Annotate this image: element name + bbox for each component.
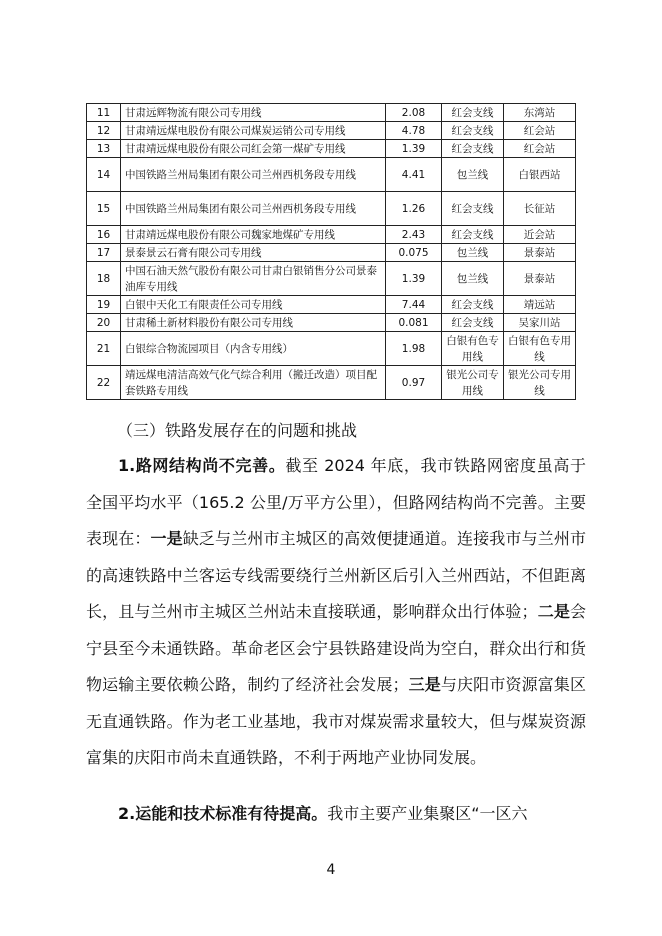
table-row xyxy=(87,296,576,314)
paragraph-text: 缺乏与兰州市主城区的高效便捷通道。连接我市与兰州市的高速铁路中兰客运专线需要绕行兰州新区后引入兰州西站，不但距离长，且与兰州市主城区兰州站未直接联通，影响群众出行体验； xyxy=(86,529,586,621)
paragraph-text: 会宁县至今未通铁路。革命老区会宁县铁路建设尚为空白，群众出行和货物运输主要依赖公路，制约了经济社会发展； xyxy=(86,602,586,694)
table-row xyxy=(87,244,576,262)
row-line: 包兰线 xyxy=(442,262,504,296)
row-station: 长征站 xyxy=(504,192,576,226)
row-number: 22 xyxy=(87,366,121,400)
row-number: 12 xyxy=(87,122,121,140)
table-row xyxy=(87,262,576,296)
railway-spur-table xyxy=(86,103,576,400)
row-line: 包兰线 xyxy=(442,158,504,192)
row-number: 18 xyxy=(87,262,121,296)
row-length: 2.43 xyxy=(386,226,442,244)
table-row xyxy=(87,314,576,332)
row-length: 7.44 xyxy=(386,296,442,314)
row-name: 景泰景云石膏有限公司专用线 xyxy=(121,244,386,262)
row-station: 靖远站 xyxy=(504,296,576,314)
row-length: 4.41 xyxy=(386,158,442,192)
row-name: 甘肃稀土新材料股份有限公司专用线 xyxy=(121,314,386,332)
row-length: 1.26 xyxy=(386,192,442,226)
row-number: 13 xyxy=(87,140,121,158)
row-line: 红会支线 xyxy=(442,296,504,314)
row-number: 17 xyxy=(87,244,121,262)
row-station: 景泰站 xyxy=(504,262,576,296)
row-station: 近会站 xyxy=(504,226,576,244)
row-length: 0.97 xyxy=(386,366,442,400)
row-number: 15 xyxy=(87,192,121,226)
row-station: 吴家川站 xyxy=(504,314,576,332)
row-name: 甘肃靖远煤电股份有限公司魏家地煤矿专用线 xyxy=(121,226,386,244)
paragraph-heading: 1.路网结构尚不完善。 xyxy=(118,456,286,475)
row-number: 11 xyxy=(87,104,121,122)
row-number: 21 xyxy=(87,332,121,366)
table-row xyxy=(87,192,576,226)
row-line: 红会支线 xyxy=(442,140,504,158)
row-name: 靖远煤电清洁高效气化气综合利用（搬迁改造）项目配套铁路专用线 xyxy=(121,366,386,400)
row-length: 0.081 xyxy=(386,314,442,332)
paragraph-capacity xyxy=(86,796,586,833)
row-name: 中国铁路兰州局集团有限公司兰州西机务段专用线 xyxy=(121,192,386,226)
row-line: 红会支线 xyxy=(442,122,504,140)
table-row xyxy=(87,104,576,122)
row-length: 4.78 xyxy=(386,122,442,140)
row-number: 16 xyxy=(87,226,121,244)
row-length: 0.075 xyxy=(386,244,442,262)
row-line: 红会支线 xyxy=(442,314,504,332)
row-line: 红会支线 xyxy=(442,104,504,122)
paragraph-text: 与庆阳市资源富集区无直通铁路。作为老工业基地，我市对煤炭需求量较大，但与煤炭资源富集的庆阳市尚未直通铁路，不利于两地产业协同发展。 xyxy=(86,675,586,767)
row-name: 白银综合物流园项目（内含专用线） xyxy=(121,332,386,366)
table-row xyxy=(87,332,576,366)
row-length: 1.98 xyxy=(386,332,442,366)
table-row xyxy=(87,366,576,400)
table-row xyxy=(87,226,576,244)
row-station: 银光公司专用线 xyxy=(504,366,576,400)
row-number: 20 xyxy=(87,314,121,332)
row-station: 红会站 xyxy=(504,140,576,158)
row-number: 19 xyxy=(87,296,121,314)
emphasis-one: 一是 xyxy=(150,529,183,548)
row-line: 红会支线 xyxy=(442,192,504,226)
paragraph-text: 我市主要产业集聚区“一区六 xyxy=(327,804,528,823)
emphasis-two: 二是 xyxy=(537,602,570,621)
row-line: 红会支线 xyxy=(442,226,504,244)
row-line: 包兰线 xyxy=(442,244,504,262)
row-length: 2.08 xyxy=(386,104,442,122)
row-number: 14 xyxy=(87,158,121,192)
row-name: 甘肃靖远煤电股份有限公司红会第一煤矿专用线 xyxy=(121,140,386,158)
row-station: 白银西站 xyxy=(504,158,576,192)
row-station: 东湾站 xyxy=(504,104,576,122)
row-name: 中国铁路兰州局集团有限公司兰州西机务段专用线 xyxy=(121,158,386,192)
page-number: 4 xyxy=(326,862,336,878)
row-length: 1.39 xyxy=(386,140,442,158)
row-line: 白银有色专用线 xyxy=(442,332,504,366)
section-title: （三）铁路发展存在的问题和挑战 xyxy=(117,421,358,440)
table-row xyxy=(87,140,576,158)
table-row xyxy=(87,122,576,140)
row-name: 中国石油天然气股份有限公司甘肃白银销售分公司景泰油库专用线 xyxy=(121,262,386,296)
paragraph-text: 截至 2024 年底，我市铁路网密度虽高于全国平均水平（165.2 公里/万平方公里），但路网结构尚不完善。主要表现在： xyxy=(86,456,586,548)
row-station: 红会站 xyxy=(504,122,576,140)
row-station: 景泰站 xyxy=(504,244,576,262)
paragraph-network-structure xyxy=(86,448,586,777)
row-length: 1.39 xyxy=(386,262,442,296)
emphasis-three: 三是 xyxy=(408,675,441,694)
row-line: 银光公司专用线 xyxy=(442,366,504,400)
table-row xyxy=(87,158,576,192)
row-name: 白银中天化工有限责任公司专用线 xyxy=(121,296,386,314)
row-name: 甘肃远辉物流有限公司专用线 xyxy=(121,104,386,122)
paragraph-heading: 2.运能和技术标准有待提高。 xyxy=(118,804,328,823)
row-name: 甘肃靖远煤电股份有限公司煤炭运销公司专用线 xyxy=(121,122,386,140)
row-station: 白银有色专用线 xyxy=(504,332,576,366)
